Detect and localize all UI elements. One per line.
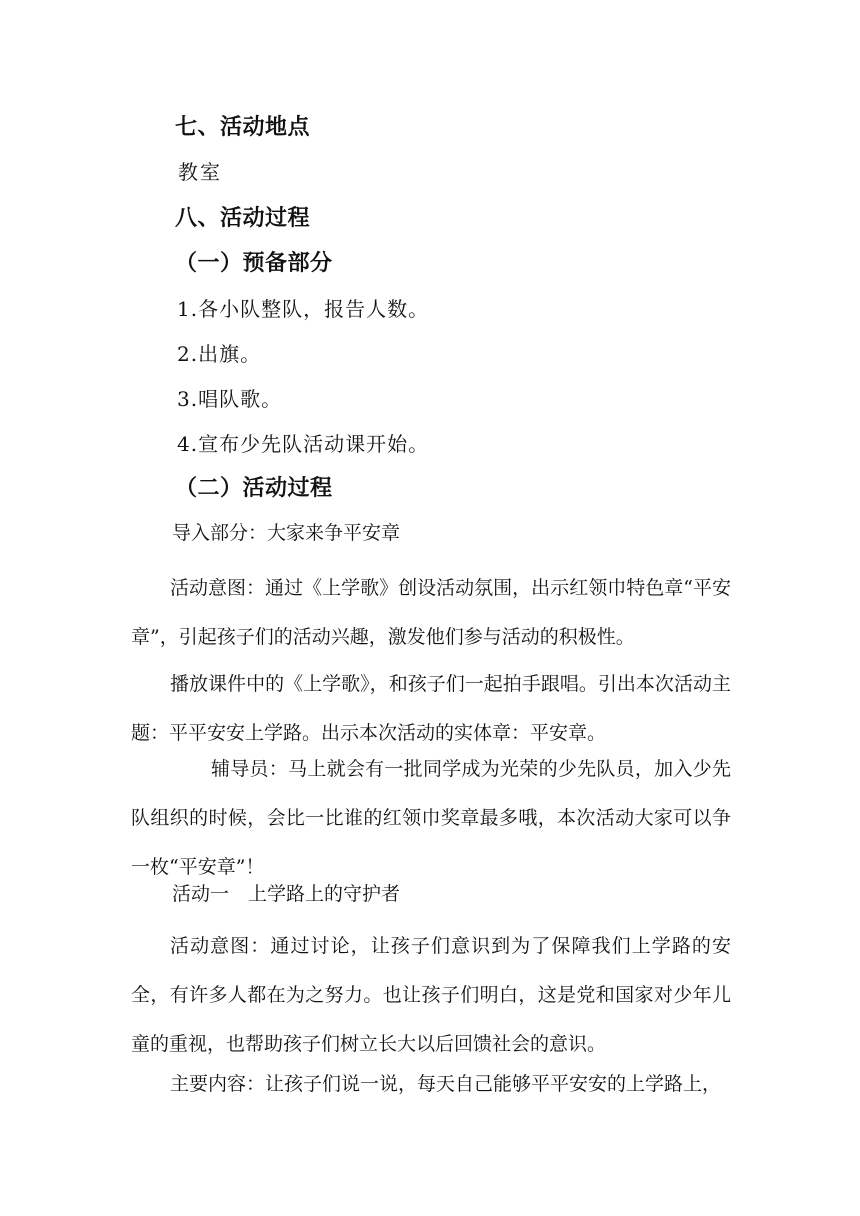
location-text: 教室 (178, 160, 222, 184)
counselor-paragraph: 辅导员：马上就会有一批同学成为光荣的少先队员，加入少先队组织的时候，会比一比谁的红领巾奖章最多哦，本次活动大家可以争一枚“平安章”！ (131, 758, 731, 878)
subheading-activity-process: （二）活动过程 (175, 476, 333, 501)
intro-intent-paragraph: 活动意图：通过《上学歌》创设活动氛围，出示红领巾特色章“平安章”，引起孩子们的活动兴趣，激发他们参与活动的积极性。 (131, 577, 731, 648)
step-item-1: 1.各小队整队，报告人数。 (177, 297, 430, 321)
step-item-3: 3.唱队歌。 (177, 387, 283, 411)
subheading-preparation: （一）预备部分 (175, 251, 333, 276)
activity1-content-paragraph: 主要内容：让孩子们说一说，每天自己能够平平安安的上学路上， (170, 1073, 722, 1095)
section-heading-process: 八、活动过程 (175, 206, 311, 231)
intro-play-paragraph: 播放课件中的《上学歌》，和孩子们一起拍手跟唱。引出本次活动主题：平平安安上学路。出示本次活动的实体章：平安章。 (131, 673, 731, 744)
step-item-2: 2.出旗。 (177, 342, 262, 366)
activity1-intent-paragraph: 活动意图：通过讨论，让孩子们意识到为了保障我们上学路的安全，有许多人都在为之努力。也让孩子们明白，这是党和国家对少年儿童的重视，也帮助孩子们树立长大以后回馈社会的意识。 (131, 935, 731, 1055)
section-heading-location: 七、活动地点 (175, 115, 311, 140)
activity1-title: 活动一 上学路上的守护者 (172, 883, 401, 905)
intro-title: 导入部分：大家来争平安章 (172, 522, 401, 544)
step-item-4: 4.宣布少先队活动课开始。 (177, 432, 430, 456)
